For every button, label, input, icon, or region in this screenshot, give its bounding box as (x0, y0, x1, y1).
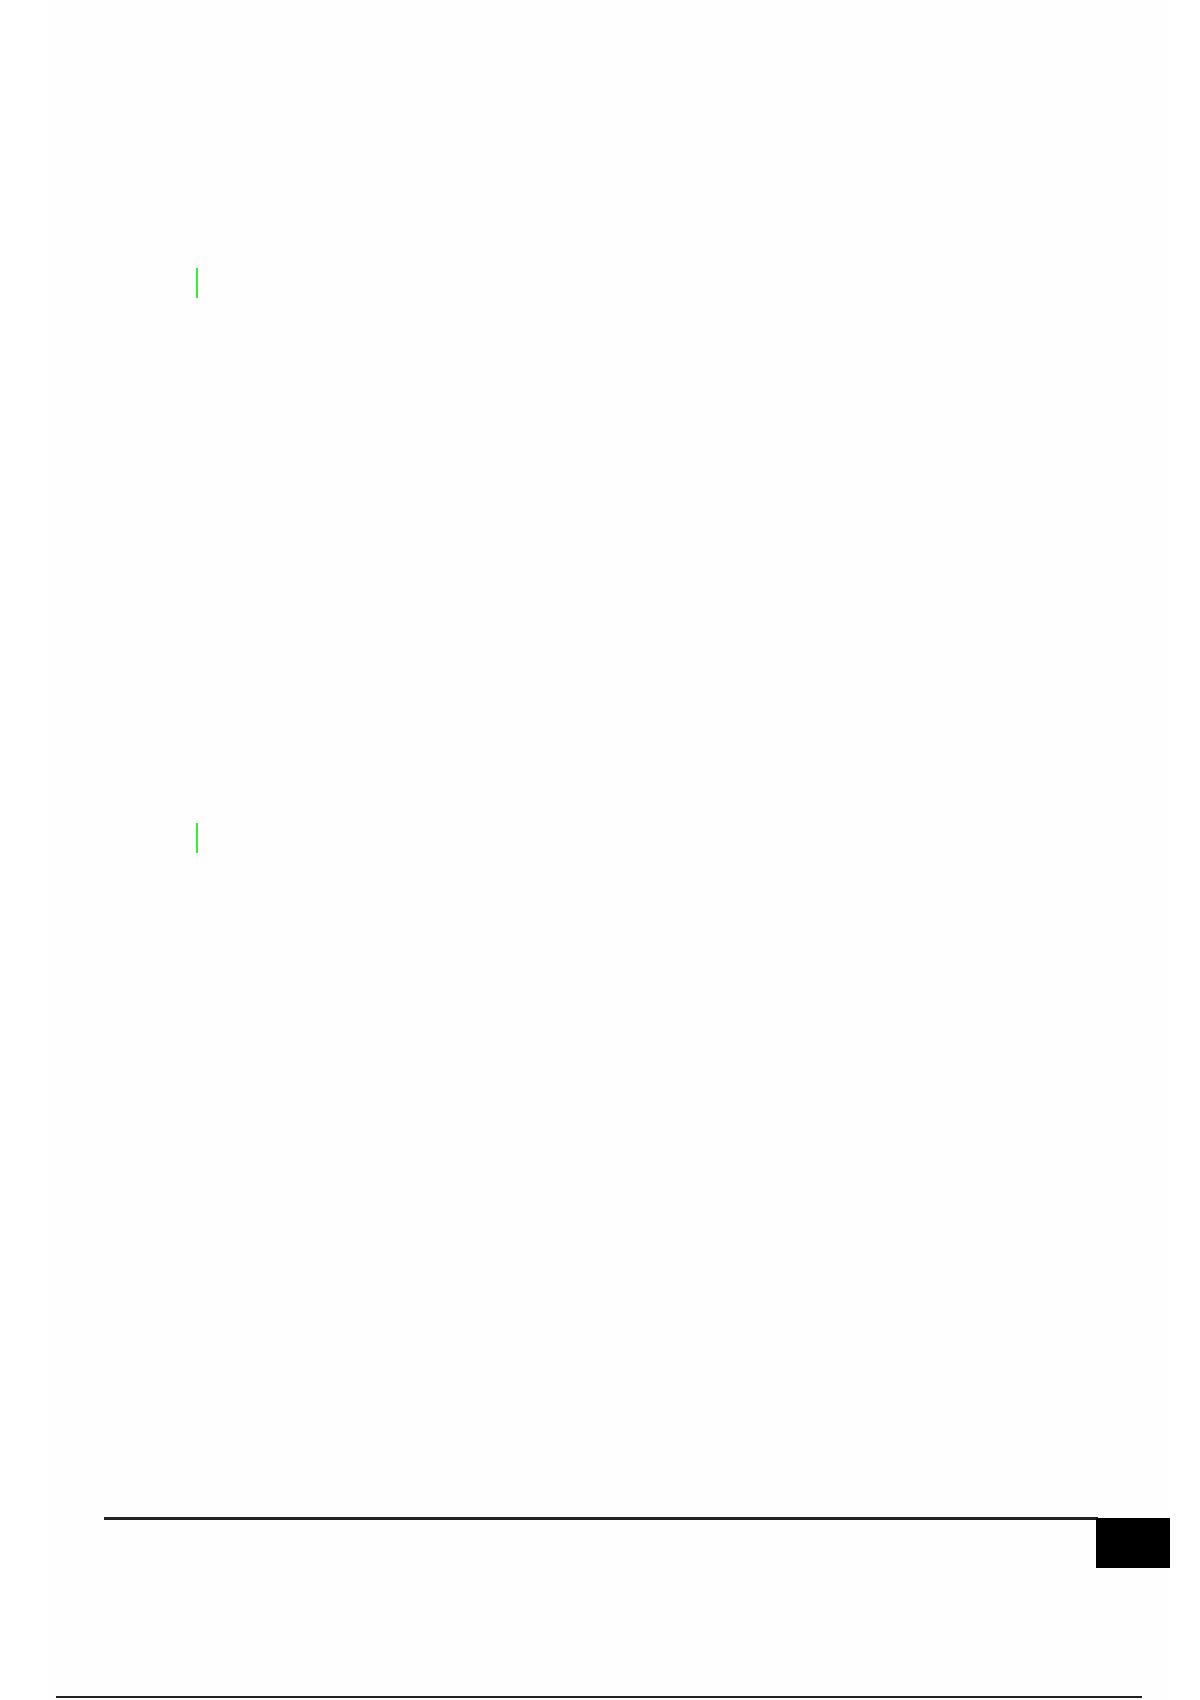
page-bottom-divider (56, 1696, 1142, 1698)
footer-page-number (1096, 1518, 1170, 1568)
question-1-option-d (196, 259, 1136, 311)
question-1-block (196, 259, 1136, 311)
highlighted-answer (196, 268, 198, 298)
document-page (48, 0, 1168, 1700)
footer-divider (104, 1517, 1098, 1520)
highlighted-answer (196, 823, 198, 853)
question-2-option-a (196, 814, 1136, 866)
question-2-block (196, 814, 1136, 866)
